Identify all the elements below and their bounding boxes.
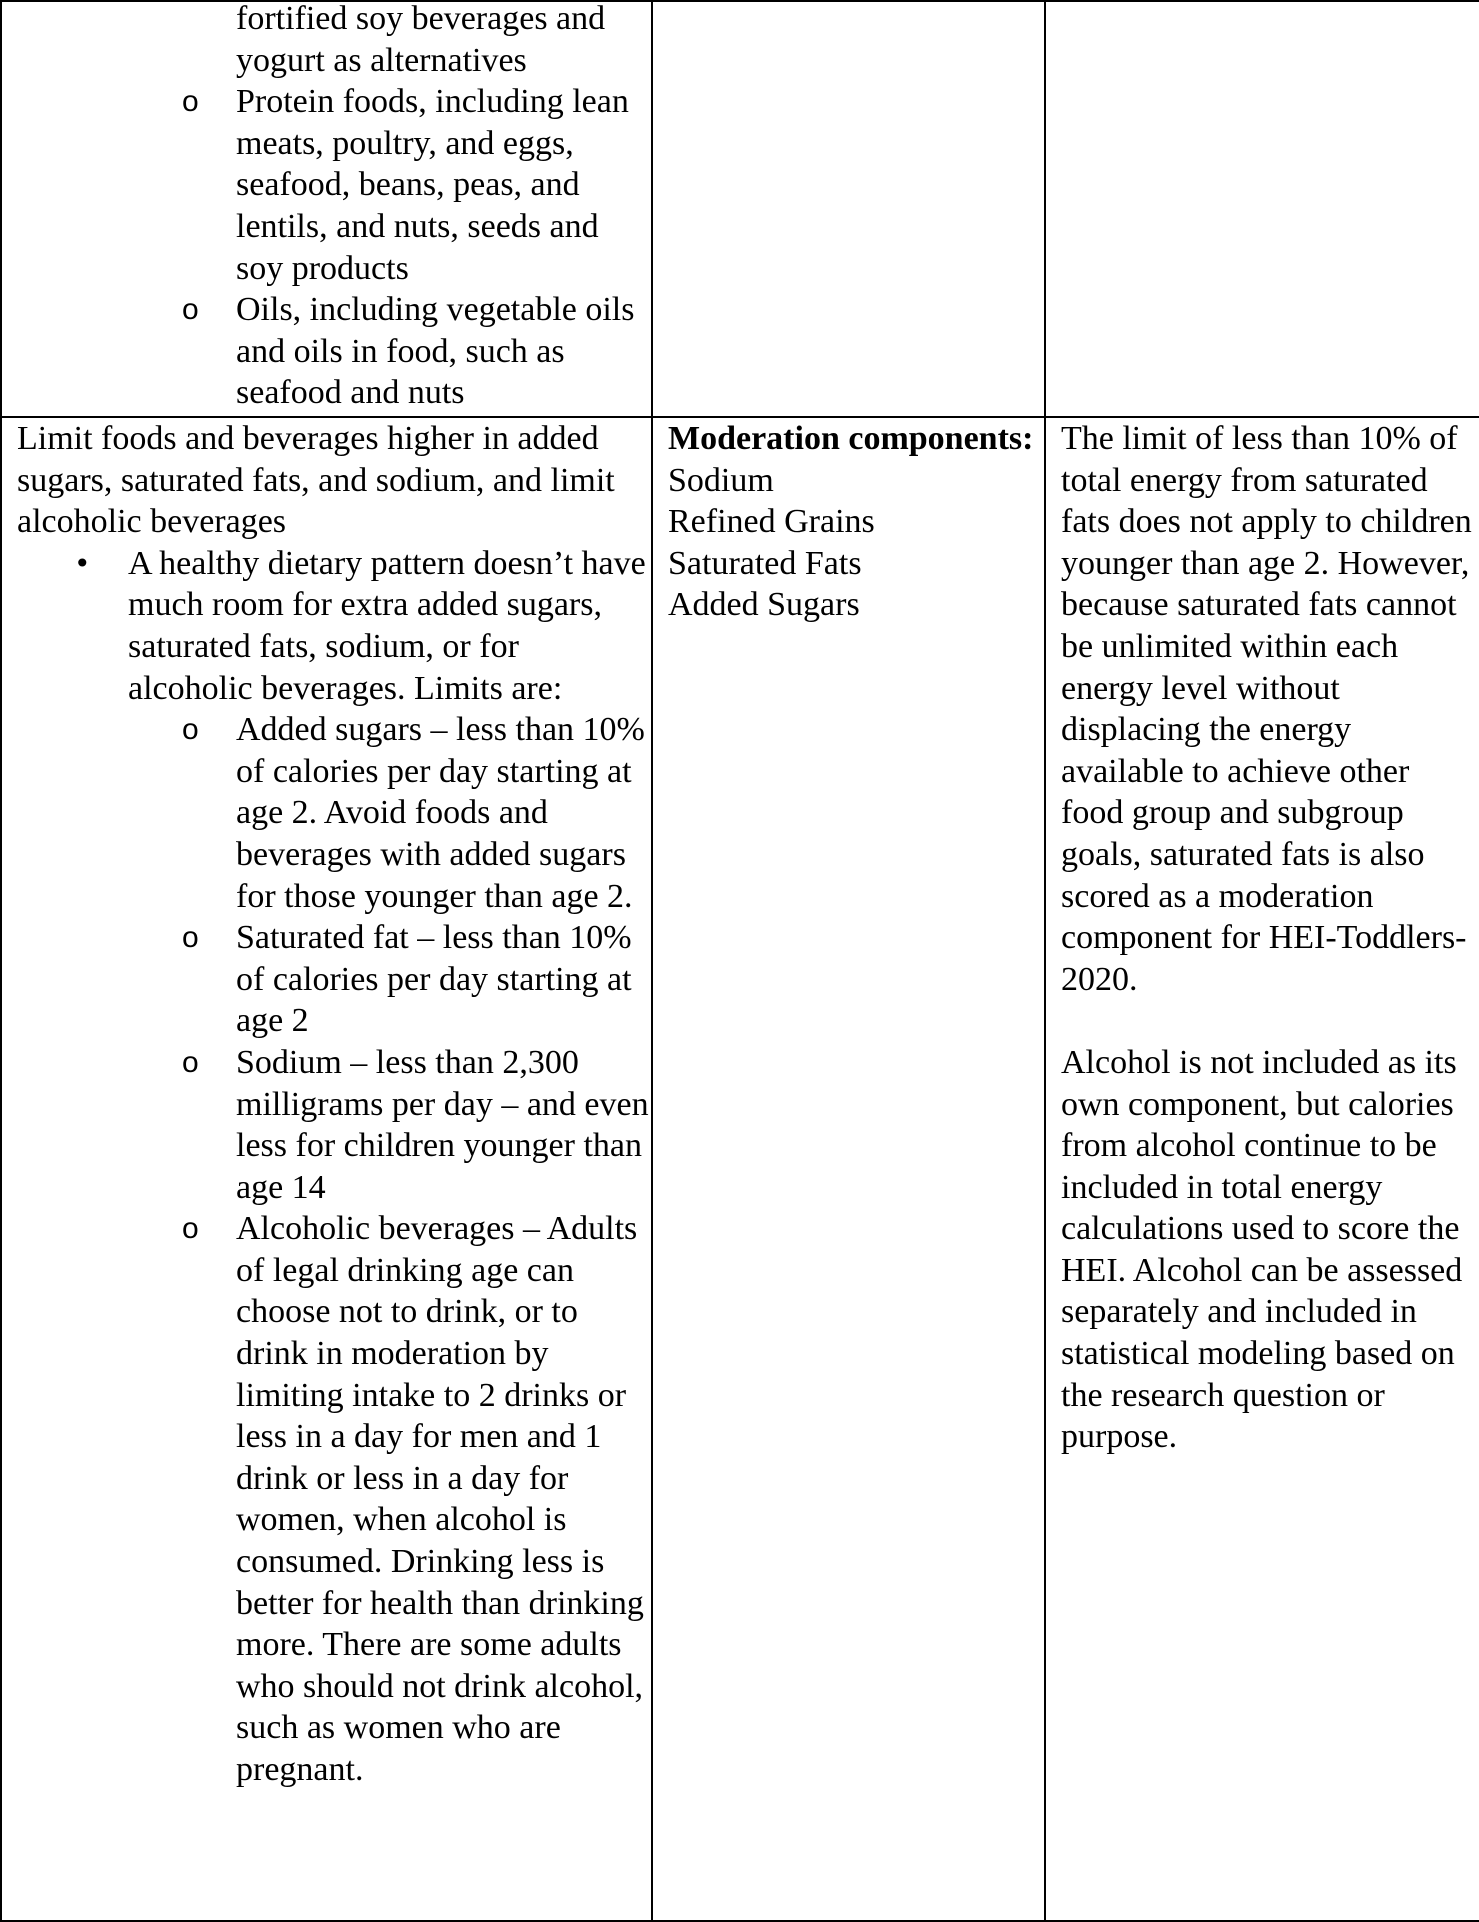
list-item-text: Protein foods, including lean meats, poultry, and eggs, seafood, beans, peas, and lentils, and nuts, seeds and soy products (236, 83, 629, 287)
table-row (1, 1, 1479, 417)
note-paragraph: Alcohol is not included as its own component, but calories from alcohol continue to be included in total energy calculations used to score the HEI. Alcohol can be assessed separately and included in statistical modeling based on the research question or purpose. (1061, 1043, 1463, 1456)
guideline-heading: Limit foods and beverages higher in added sugars, saturated fats, and sodium, and limit alcoholic beverages (17, 420, 615, 541)
circle-marker-icon: o (182, 1045, 199, 1079)
list-item-text: Added sugars – less than 10% of calories per day starting at age 2. Avoid foods and beverages with added sugars for those younger than age 2. (236, 711, 645, 915)
note-cell (1045, 1, 1479, 417)
paragraph-gap (1061, 1000, 1479, 1042)
bullet-icon: • (74, 546, 91, 580)
table-row (1, 417, 1479, 1921)
list-item (2, 543, 651, 709)
guideline-cell (1, 417, 652, 1921)
component-item: Sodium (668, 461, 774, 499)
guideline-cell (1, 1, 652, 417)
component-item: Refined Grains (668, 503, 875, 541)
list-item-text: Saturated fat – less than 10% of calories per day starting at age 2 (236, 919, 632, 1040)
circle-marker-icon: o (182, 1212, 199, 1246)
list-item-text: Sodium – less than 2,300 milligrams per day – and even less for children younger than age 14 (236, 1043, 649, 1206)
component-item: Added Sugars (668, 586, 860, 624)
circle-marker-icon: o (182, 713, 199, 747)
circle-marker-icon: o (182, 921, 199, 955)
list-item (2, 1208, 651, 1790)
component-item: Saturated Fats (668, 544, 862, 582)
circle-marker-icon: o (182, 85, 199, 119)
bullet-text: A healthy dietary pattern doesn’t have much room for extra added sugars, saturated fats, sodium, or for alcoholic beverages. Limits are: (128, 544, 646, 707)
list-item (2, 709, 651, 917)
circle-marker-icon: o (182, 293, 199, 327)
component-cell (652, 417, 1045, 1921)
components-heading: Moderation components: (668, 420, 1034, 457)
list-item (2, 1042, 651, 1208)
note-cell (1045, 417, 1479, 1921)
list-item-text: Oils, including vegetable oils and oils in food, such as seafood and nuts (236, 291, 635, 412)
list-item (2, 917, 651, 1042)
note-paragraph: The limit of less than 10% of total energy from saturated fats does not apply to children younger than age 2. However, because saturated fats cannot be unlimited within each energy level without displacing the energy available to achieve other food group and subgroup goals, saturated fats is also scored as a moderation component for HEI-Toddlers-2020. (1061, 420, 1472, 998)
list-item (2, 81, 651, 289)
continued-text: fortified soy beverages and yogurt as alternatives (236, 0, 606, 79)
list-item (2, 289, 651, 414)
component-cell (652, 1, 1045, 417)
list-item-text: Alcoholic beverages – Adults of legal drinking age can choose not to drink, or to drink in moderation by limiting intake to 2 drinks or less in a day for men and 1 drink or less in a day for women, when alcohol is consumed. Drinking less is better for health than drinking more. There are some adults who should not drink alcohol, such as women who are pregnant. (236, 1210, 644, 1788)
